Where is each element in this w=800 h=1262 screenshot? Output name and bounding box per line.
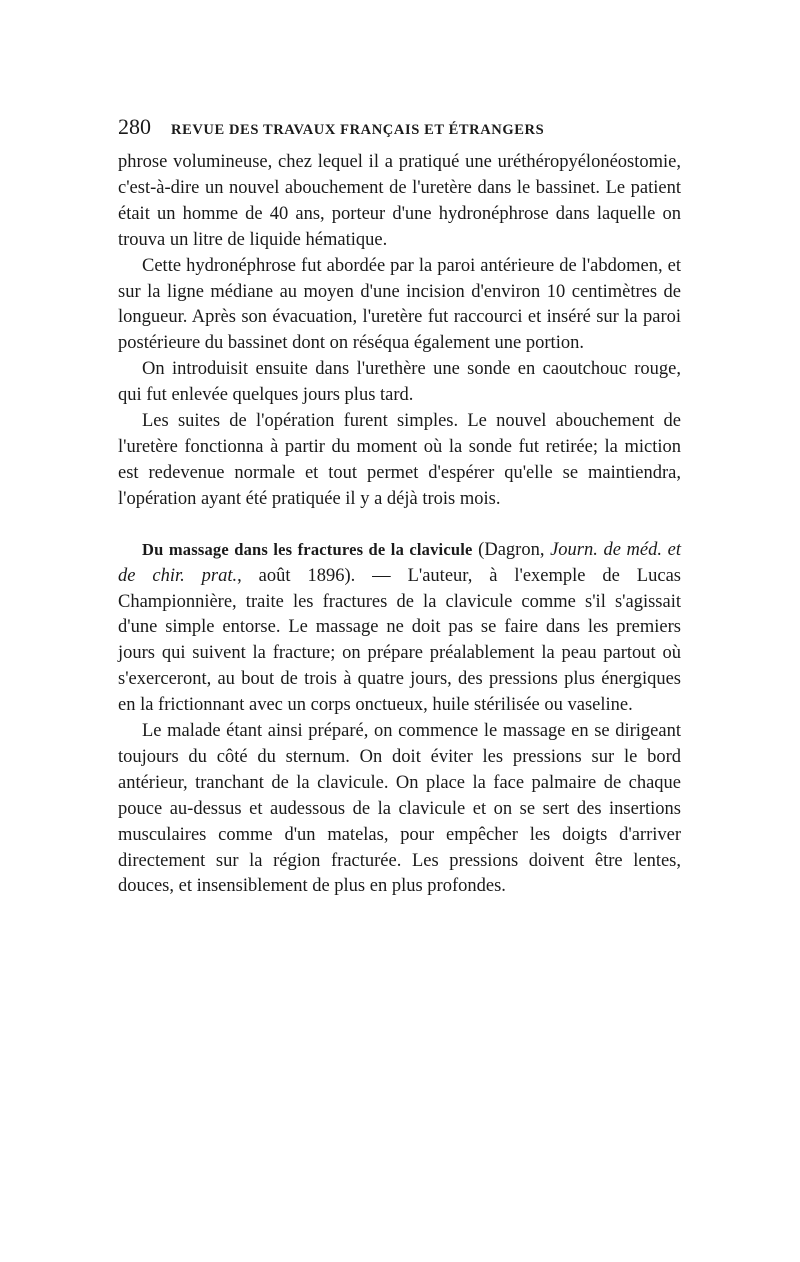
paragraph: Cette hydronéphrose fut abordée par la paroi antérieure de l'abdomen, et sur la ligne médiane au moyen d'une incision d'environ 10 centimètres de longueur. Après son évacuation, l'uretère fut raccourci et inséré sur la paroi postérieure du bassinet dont on réséqua également une portion. — [118, 255, 681, 354]
section-paragraph — [118, 537, 681, 719]
citation-open: (Dagron, — [472, 539, 551, 560]
body-text — [118, 150, 681, 900]
page-header — [118, 114, 683, 140]
paragraph: Les suites de l'opération furent simples. Le nouvel abouchement de l'uretère fonctionna à partir du moment où la sonde fut retirée; la miction est redevenue normale et tout permet d'espérer qu'elle se maintiendra, l'opération ayant été pratiquée il y a déjà trois mois. — [118, 411, 681, 509]
section-intro: L'auteur, à l'exemple de Lucas Championnière, traite les fractures de la clavicule comme s'il s'agissait d'une simple entorse. Le massage ne doit pas se faire dans les premiers jours qui suivent la fracture; on prépare préalablement la peau partout où s'exerceront, au bout de trois à quatre jours, des pressions plus énergiques en la frictionnant avec un corps onctueux, huile stérilisée ou vaseline. — [118, 565, 681, 716]
paragraph: On introduisit ensuite dans l'urethère une sonde en caoutchouc rouge, qui fut enlevée quelques jours plus tard. — [118, 359, 681, 406]
paragraph: Le malade étant ainsi préparé, on commence le massage en se dirigeant toujours du côté du sternum. On doit éviter les pressions sur le bord antérieur, tranchant de la clavicule. On place la face palmaire de chaque pouce au-dessus et audessous de la clavicule et on se sert des insertions musculaires comme d'un matelas, pour empêcher les doigts d'arriver directement sur la région fracturée. Les pressions doivent être lentes, douces, et insensiblement de plus en plus profondes. — [118, 721, 681, 897]
paragraph: phrose volumineuse, chez lequel il a pratiqué une uréthéropyélonéostomie, c'est-à-dire un nouvel abouchement de l'uretère dans le bassinet. Le patient était un homme de 40 ans, porteur d'une hydronéphrose dans laquelle on trouva un litre de liquide hématique. — [118, 152, 681, 250]
section-title: Du massage dans les fractures de la clavicule — [142, 539, 473, 559]
page-number: 280 — [118, 114, 151, 139]
journal-name: Journ. de méd. et de chir. prat. — [118, 539, 681, 586]
running-title: REVUE DES TRAVAUX FRANÇAIS ET ÉTRANGERS — [171, 122, 545, 138]
citation-close: , août 1896). — — [237, 565, 408, 586]
